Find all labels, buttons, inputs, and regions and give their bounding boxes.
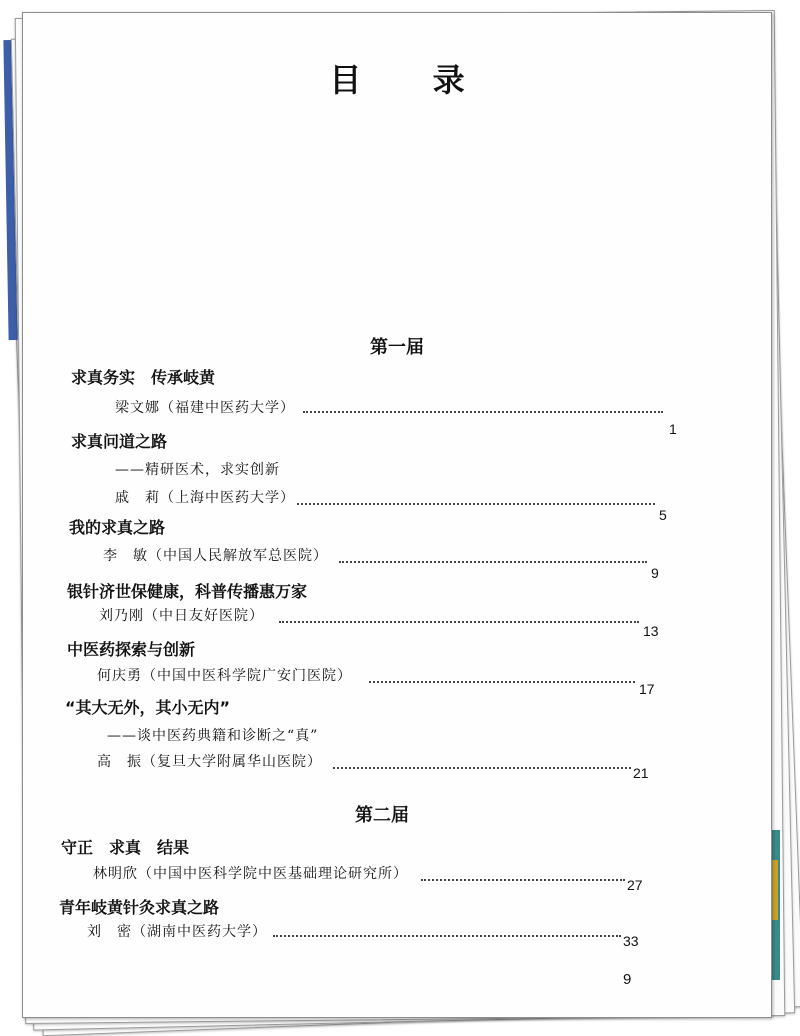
page-number[interactable]: 21: [633, 765, 649, 781]
author-name: 林明欣: [93, 866, 138, 882]
author-name: 高 振: [97, 754, 142, 770]
leader-dots: [303, 411, 663, 413]
entry-author: [97, 665, 352, 685]
author-name: 刘 密: [87, 924, 132, 940]
entry-title[interactable]: 青年岐黄针灸求真之路: [59, 898, 220, 917]
page-number[interactable]: 9: [651, 565, 659, 581]
author-affiliation: （湖南中医药大学）: [132, 924, 267, 940]
author-name: 何庆勇: [97, 668, 142, 684]
leader-dots: [273, 935, 621, 937]
author-affiliation: （复旦大学附属华山医院）: [142, 754, 322, 770]
page-number[interactable]: 27: [627, 877, 643, 893]
leader-dots: [279, 621, 639, 623]
page-number[interactable]: 1: [669, 421, 677, 437]
entry-title[interactable]: 求真问道之路: [71, 432, 168, 451]
author-affiliation: （中国中医科学院广安门医院）: [142, 668, 352, 684]
author-name: 李 敏: [103, 548, 148, 564]
entry-author: [93, 863, 408, 883]
leader-dots: [297, 503, 655, 505]
entry-title[interactable]: “其大无外，其小无内”: [65, 698, 231, 717]
entry-title[interactable]: 银针济世保健康，科普传播惠万家: [67, 582, 308, 601]
entry-author: [97, 751, 322, 771]
entry-author: [115, 487, 295, 507]
author-name: 戚 莉: [115, 490, 160, 506]
entry-author: [115, 397, 295, 417]
entry-title[interactable]: 中医药探索与创新: [67, 640, 196, 659]
entry-title[interactable]: 求真务实 传承岐黄: [71, 368, 216, 387]
entry-title[interactable]: 我的求真之路: [69, 518, 166, 537]
author-affiliation: （中日友好医院）: [144, 608, 264, 624]
section-heading-1: 第一届: [370, 337, 424, 358]
leader-dots: [333, 767, 631, 769]
leader-dots: [339, 561, 647, 563]
entry-subtitle: ——精研医术，求实创新: [115, 462, 280, 478]
page-number[interactable]: 17: [639, 681, 655, 697]
author-affiliation: （中国人民解放军总医院）: [148, 548, 328, 564]
page-title: 目 录: [329, 61, 495, 99]
entry-subtitle: ——谈中医药典籍和诊断之“真”: [107, 728, 319, 744]
page-number[interactable]: 13: [643, 623, 659, 639]
author-name: 梁文娜: [115, 400, 160, 416]
entry-title[interactable]: 守正 求真 结果: [61, 838, 190, 857]
entry-author: [87, 921, 267, 941]
folio-page-number: 9: [623, 971, 632, 988]
author-affiliation: （上海中医药大学）: [160, 490, 295, 506]
author-affiliation: （中国中医科学院中医基础理论研究所）: [138, 866, 408, 882]
page-number[interactable]: 33: [623, 933, 639, 949]
leader-dots: [421, 879, 625, 881]
section-heading-2: 第二届: [355, 805, 409, 826]
page-number[interactable]: 5: [659, 507, 667, 523]
leader-dots: [369, 681, 635, 683]
author-affiliation: （福建中医药大学）: [160, 400, 295, 416]
entry-author: [103, 545, 328, 565]
entry-author: [99, 605, 264, 625]
author-name: 刘乃刚: [99, 608, 144, 624]
toc-page: [22, 12, 772, 1018]
